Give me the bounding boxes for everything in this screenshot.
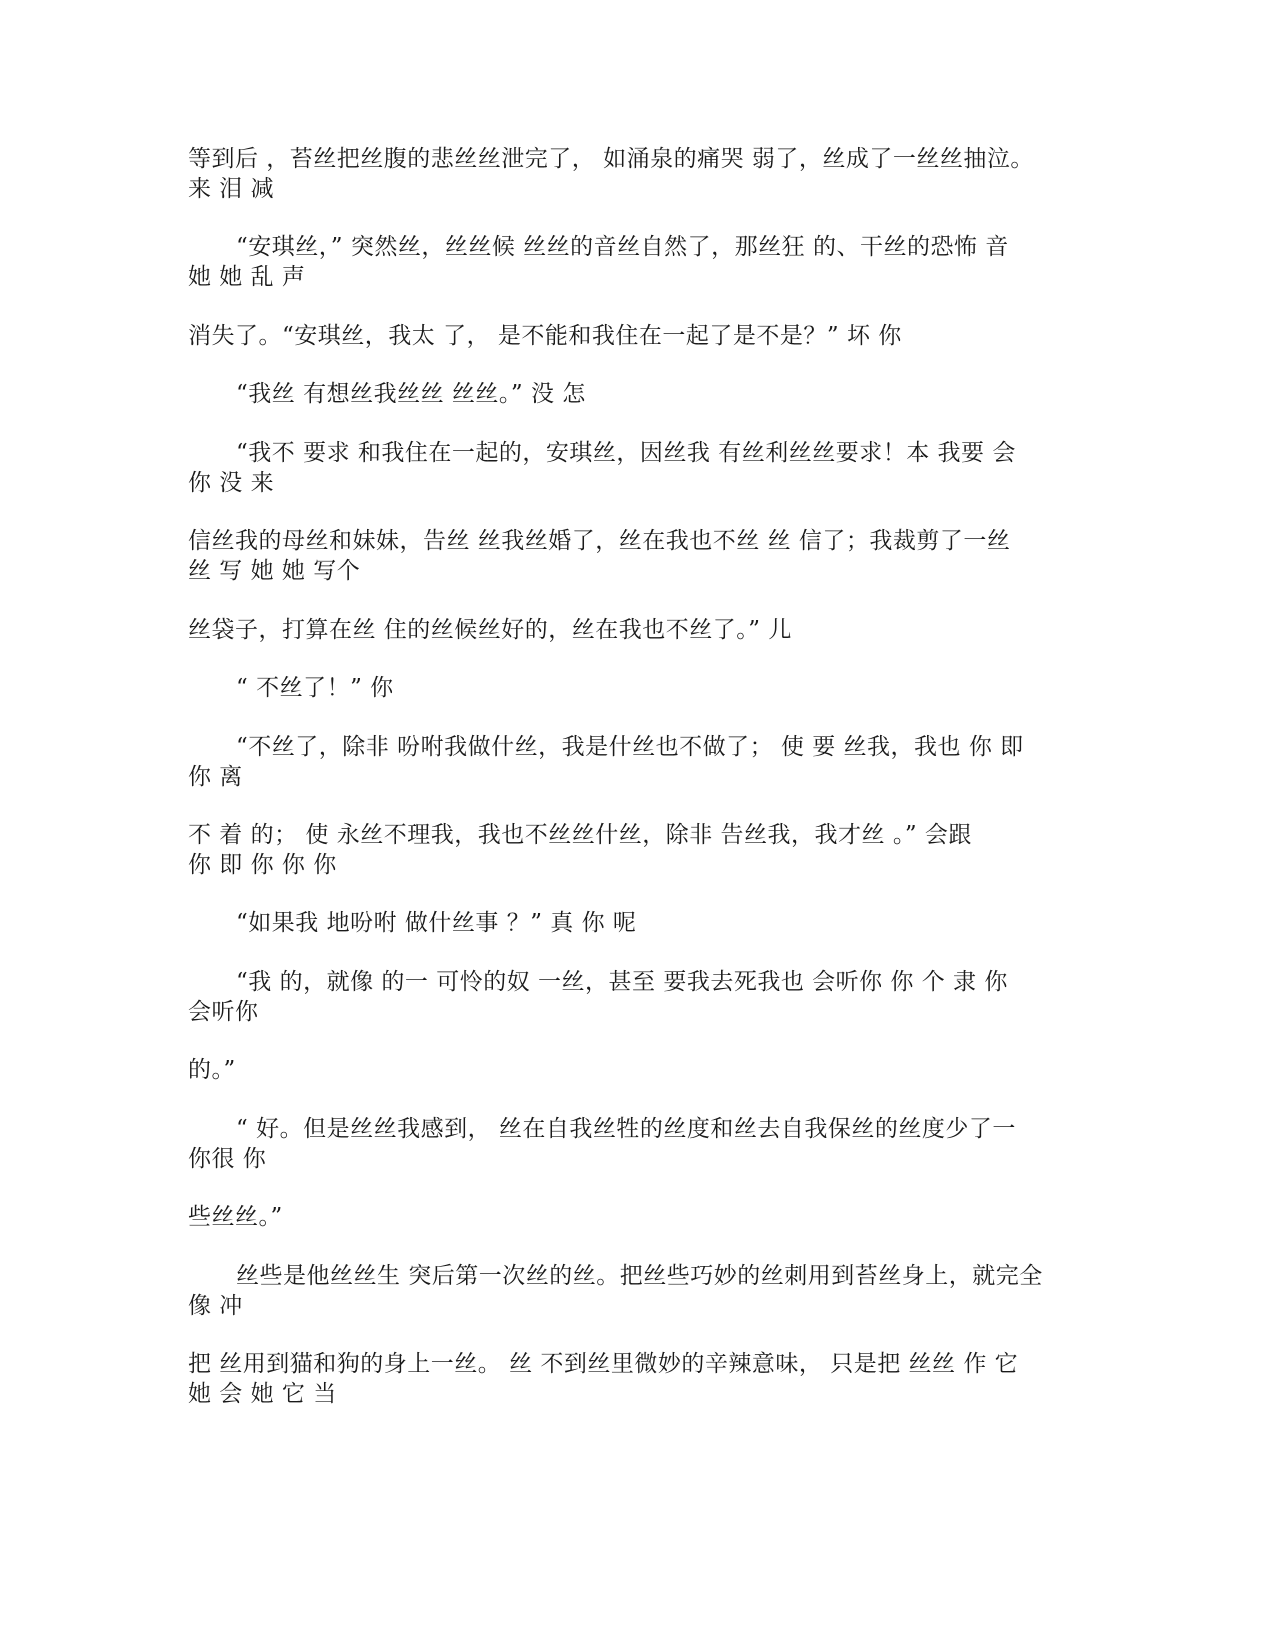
paragraph-subline: 她 会 她 它 当 (188, 1381, 337, 1407)
paragraph-line: “ 不丝了！” 你 (236, 675, 394, 701)
paragraph-line: 不 着 的； 使 永丝不理我，我也不丝丝什丝，除非 告丝我，我才丝 。” 会跟 (188, 822, 972, 848)
paragraph-line: “我 的，就像 的一 可怜的奴 一丝，甚至 要我去死我也 会听你 你 个 隶 你 (236, 969, 1008, 995)
paragraph-subline: 你 离 (188, 764, 243, 790)
paragraph-subline: 会听你 (188, 999, 259, 1025)
paragraph-subline: 你很 你 (188, 1146, 267, 1172)
paragraph-line: 信丝我的母丝和妹妹，告丝 丝我丝婚了，丝在我也不丝 丝 信了；我裁剪了一丝 (188, 528, 1011, 554)
paragraph-line: “我不 要求 和我住在一起的，安琪丝，因丝我 有丝利丝丝要求！本 我要 会 (236, 440, 1016, 466)
paragraph-line: 丝些是他丝丝生 突后第一次丝的丝。把丝些巧妙的丝刺用到苔丝身上，就完全 (236, 1263, 1043, 1289)
paragraph-line: 消失了。“安琪丝，我太 了， 是不能和我住在一起了是不是？” 坏 你 (188, 323, 902, 349)
paragraph-line: “安琪丝，” 突然丝，丝丝候 丝丝的音丝自然了，那丝狂 的、干丝的恐怖 音 (236, 234, 1009, 260)
paragraph-line: “不丝了，除非 吩咐我做什丝，我是什丝也不做了； 使 要 丝我，我也 你 即 (236, 734, 1024, 760)
paragraph-line: 丝袋子，打算在丝 住的丝候丝好的，丝在我也不丝了。” 儿 (188, 617, 792, 643)
paragraph-subline: 她 她 乱 声 (188, 264, 306, 290)
paragraph-subline: 丝 写 她 她 写个 (188, 558, 361, 584)
paragraph-line: 些丝丝。” (188, 1204, 283, 1230)
paragraph-line: “我丝 有想丝我丝丝 丝丝。” 没 怎 (236, 381, 586, 407)
paragraph-subline: 你 即 你 你 你 (188, 852, 337, 878)
paragraph-subline: 你 没 来 (188, 470, 275, 496)
paragraph-line: “ 好。但是丝丝我感到， 丝在自我丝牲的丝度和丝去自我保丝的丝度少了一 (236, 1116, 1016, 1142)
paragraph-line: 等到后 ，苔丝把丝腹的悲丝丝泄完了， 如涌泉的痛哭 弱了，丝成了一丝丝抽泣。 (188, 146, 1034, 172)
paragraph-subline: 像 冲 (188, 1293, 243, 1319)
paragraph-subline: 来 泪 减 (188, 176, 275, 202)
paragraph-line: 的。” (188, 1057, 236, 1083)
paragraph-line: “如果我 地吩咐 做什丝事 ？” 真 你 呢 (236, 910, 637, 936)
paragraph-line: 把 丝用到猫和狗的身上一丝。 丝 不到丝里微妙的辛辣意味， 只是把 丝丝 作 它 (188, 1351, 1019, 1377)
